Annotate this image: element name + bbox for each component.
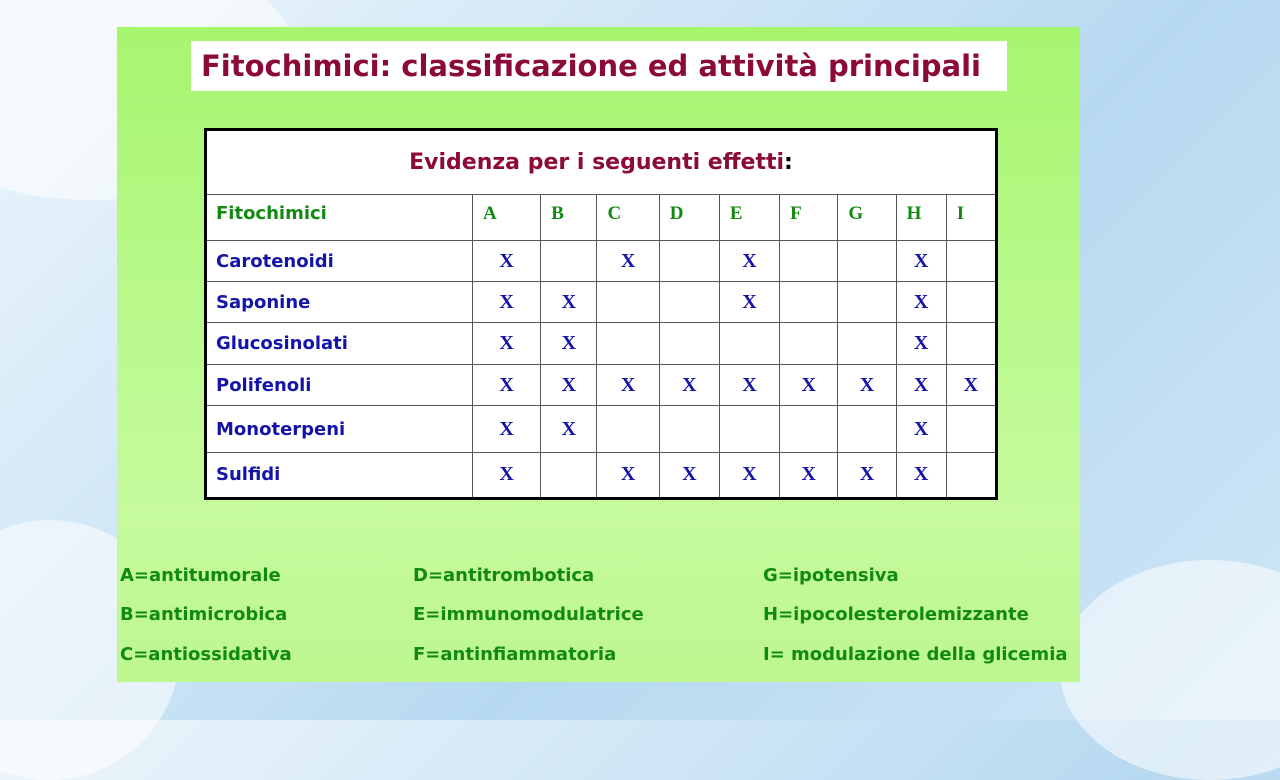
effect-cell (780, 282, 838, 323)
effect-cell: X (838, 452, 896, 498)
column-header: C (597, 194, 659, 240)
effect-cell: X (896, 452, 946, 498)
effect-cell (946, 452, 996, 498)
effect-cell (659, 323, 719, 365)
effect-cell: X (719, 241, 779, 282)
effect-cell: X (473, 365, 541, 406)
effect-cell: X (896, 365, 946, 406)
effect-cell (719, 406, 779, 452)
effect-cell: X (473, 406, 541, 452)
effect-cell: X (896, 282, 946, 323)
table-row (206, 323, 997, 365)
effect-cell: X (659, 452, 719, 498)
row-label: Saponine (206, 282, 473, 323)
column-header: D (659, 194, 719, 240)
effect-cell (780, 241, 838, 282)
phytochemicals-table (204, 128, 998, 500)
legend-h: H=ipocolesterolemizzante (763, 604, 1029, 625)
caption-colon: : (784, 149, 793, 175)
effect-cell: X (780, 452, 838, 498)
slide (117, 27, 1080, 682)
column-header: A (473, 194, 541, 240)
row-label: Glucosinolati (206, 323, 473, 365)
effect-cell (838, 282, 896, 323)
effect-cell: X (473, 241, 541, 282)
effect-cell (541, 241, 597, 282)
effect-cell: X (896, 241, 946, 282)
effect-cell (659, 241, 719, 282)
header-fitochimici: Fitochimici (206, 194, 473, 240)
effect-cell (838, 406, 896, 452)
legend-f: F=antinfiammatoria (413, 644, 617, 665)
legend-i: I= modulazione della glicemia (763, 644, 1068, 665)
table-row (206, 282, 997, 323)
effect-cell: X (541, 282, 597, 323)
effect-cell (838, 323, 896, 365)
column-header: G (838, 194, 896, 240)
effect-cell: X (597, 241, 659, 282)
legend-c: C=antiossidativa (120, 644, 292, 665)
row-label: Monoterpeni (206, 406, 473, 452)
effect-cell (597, 282, 659, 323)
column-header: E (719, 194, 779, 240)
legend-e: E=immunomodulatrice (413, 604, 644, 625)
column-header: B (541, 194, 597, 240)
legend-d: D=antitrombotica (413, 565, 595, 586)
row-label: Carotenoidi (206, 241, 473, 282)
effect-cell: X (473, 452, 541, 498)
effect-cell: X (719, 365, 779, 406)
column-header: F (780, 194, 838, 240)
column-header: I (946, 194, 996, 240)
effect-cell: X (780, 365, 838, 406)
effect-cell (659, 406, 719, 452)
effect-cell: X (541, 365, 597, 406)
effect-cell: X (659, 365, 719, 406)
effect-cell: X (473, 282, 541, 323)
column-header: H (896, 194, 946, 240)
effect-cell: X (597, 365, 659, 406)
effect-cell: X (719, 282, 779, 323)
effect-cell (597, 323, 659, 365)
table-row (206, 241, 997, 282)
effect-cell (780, 323, 838, 365)
effect-cell (597, 406, 659, 452)
effect-cell: X (473, 323, 541, 365)
effect-cell (719, 323, 779, 365)
effect-cell (838, 241, 896, 282)
row-label: Polifenoli (206, 365, 473, 406)
table-header-row (206, 194, 997, 240)
effect-cell: X (896, 323, 946, 365)
effect-cell: X (719, 452, 779, 498)
effect-cell (659, 282, 719, 323)
legend-b: B=antimicrobica (120, 604, 288, 625)
row-label: Sulfidi (206, 452, 473, 498)
table-row (206, 406, 997, 452)
background-shape (1060, 560, 1280, 780)
table-row (206, 452, 997, 498)
slide-title: Fitochimici: classificazione ed attività principali (201, 49, 981, 83)
effect-cell (946, 323, 996, 365)
effect-cell: X (541, 406, 597, 452)
legend-g: G=ipotensiva (763, 565, 899, 586)
table-caption (206, 130, 997, 195)
effect-cell: X (896, 406, 946, 452)
effect-cell: X (597, 452, 659, 498)
table-row (206, 365, 997, 406)
effect-cell: X (838, 365, 896, 406)
title-box (191, 41, 1007, 91)
effect-cell (946, 406, 996, 452)
effect-cell (780, 406, 838, 452)
effect-cell (946, 241, 996, 282)
legend-a: A=antitumorale (120, 565, 281, 586)
effect-cell (946, 282, 996, 323)
effect-cell: X (946, 365, 996, 406)
caption-text: Evidenza per i seguenti effetti (409, 149, 785, 175)
effect-cell (541, 452, 597, 498)
effect-cell: X (541, 323, 597, 365)
